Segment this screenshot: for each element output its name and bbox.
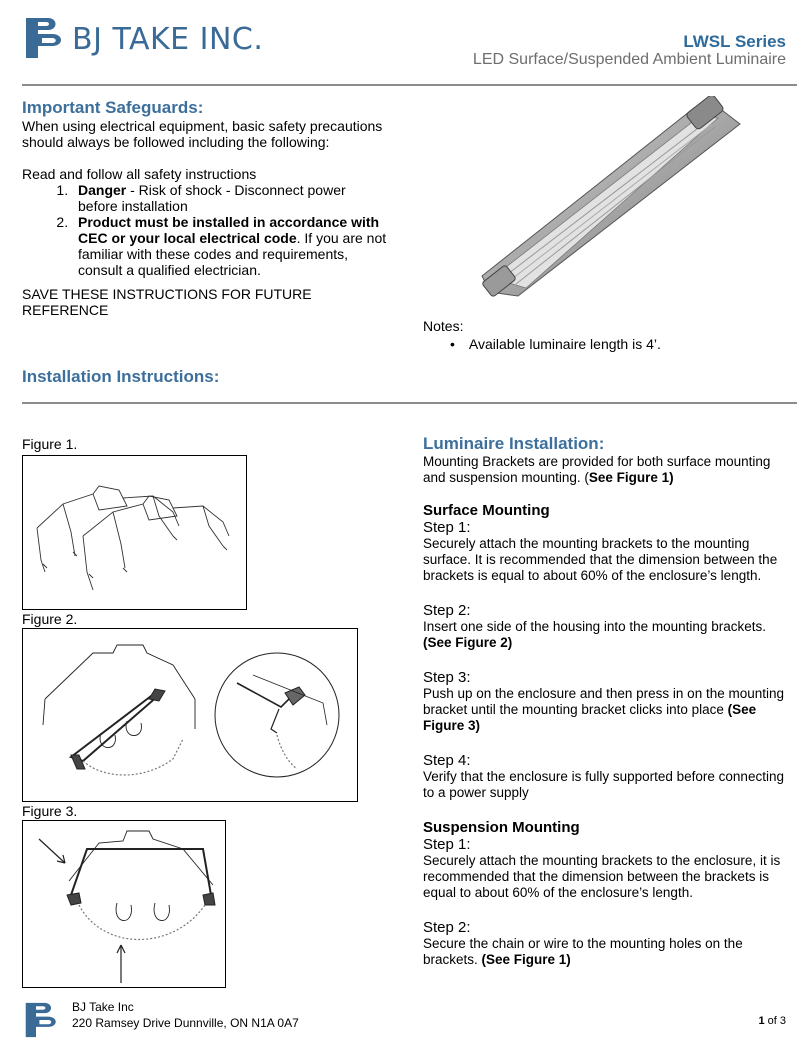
footer-company: BJ Take Inc — [72, 1000, 134, 1014]
danger-label: Danger — [78, 182, 127, 198]
footer-address: 220 Ramsey Drive Dunnville, ON N1A 0A7 — [72, 1016, 299, 1030]
safeguards-section — [22, 98, 387, 318]
page-total: 3 — [779, 1015, 786, 1027]
bracket-click-drawing — [23, 821, 225, 987]
company-name: BJ TAKE INC. — [72, 22, 264, 57]
surface-step-2-body: Insert one side of the housing into the mounting brackets. — [423, 619, 766, 634]
luminaire-title: Luminaire Installation: — [423, 434, 605, 453]
surface-step-4-label: Step 4: — [423, 752, 471, 769]
save-instructions: SAVE THESE INSTRUCTIONS FOR FUTURE REFERENCE — [22, 286, 312, 318]
luminaire-intro-text: Mounting Brackets are provided for both surface mounting and suspension mounting. ( — [423, 454, 771, 485]
figure-1 — [22, 455, 247, 610]
bj-logo-icon — [24, 16, 66, 60]
page-current: 1 — [758, 1015, 765, 1027]
surface-step-3-ref: (See Figure 3) — [423, 702, 757, 733]
figure-1-label: Figure 1. — [22, 436, 78, 452]
product-subtitle: LED Surface/Suspended Ambient Luminaire — [472, 51, 786, 68]
bullet-icon: • — [450, 336, 455, 352]
surface-step-2-label: Step 2: — [423, 602, 471, 619]
header-rule — [22, 84, 797, 86]
suspension-mounting-title: Suspension Mounting — [423, 819, 580, 836]
company-logo — [24, 16, 66, 60]
surface-step-2-ref: (See Figure 2) — [423, 635, 513, 650]
installation-rule — [22, 402, 797, 404]
luminaire-intro — [423, 454, 793, 486]
surface-step-3-text — [423, 686, 793, 734]
luminaire-photo — [478, 96, 748, 298]
surface-step-1-text: Securely attach the mounting brackets to the mounting surface. It is recommended that the dimension between the brackets is equal to about 60% of the enclosure’s length. — [423, 536, 778, 583]
figure-3 — [22, 820, 226, 988]
bj-footer-logo-icon — [24, 1000, 60, 1040]
surface-step-1-label: Step 1: — [423, 519, 471, 536]
luminaire-installation — [423, 434, 793, 968]
suspension-step-2-text — [423, 936, 793, 968]
read-follow: Read and follow all safety instructions — [22, 166, 257, 182]
surface-step-3-body: Push up on the enclosure and then press in on the mounting bracket until the mounting bracket clicks into place — [423, 686, 784, 717]
figure-3-label: Figure 3. — [22, 803, 78, 819]
safety-item-2-text: . If you are not familiar with these codes and requirements, consult a qualified electrician. — [78, 230, 387, 278]
housing-insertion-drawing — [23, 629, 357, 801]
safety-list — [22, 182, 387, 278]
series-title: LWSL Series — [683, 32, 786, 51]
surface-step-4-text: Verify that the enclosure is fully supported before connecting to a power supply — [423, 769, 784, 800]
notes-label: Notes: — [423, 318, 464, 334]
surface-step-3-label: Step 3: — [423, 669, 471, 686]
suspension-step-1-label: Step 1: — [423, 836, 471, 853]
safeguards-intro: When using electrical equipment, basic safety precautions should always be followed including the following: — [22, 118, 383, 150]
safety-item-1 — [72, 182, 387, 214]
page-of: of — [764, 1015, 780, 1027]
luminaire-image — [478, 96, 748, 298]
figure-2-label: Figure 2. — [22, 611, 78, 627]
installation-title: Installation Instructions: — [22, 367, 220, 386]
notes-item-text: Available luminaire length is 4’. — [468, 336, 661, 352]
suspension-step-2-ref: (See Figure 1) — [481, 952, 571, 967]
suspension-step-1-text: Securely attach the mounting brackets to the enclosure, it is recommended that the dimension between the brackets is equal to about 60% of the enclosure’s length. — [423, 853, 781, 900]
code-requirement: Product must be installed in accordance with CEC or your local electrical code — [78, 214, 380, 246]
notes-item — [450, 336, 661, 352]
surface-mounting-title: Surface Mounting — [423, 502, 550, 519]
page-number — [758, 1015, 786, 1027]
mounting-brackets-drawing — [23, 456, 246, 609]
footer-logo — [24, 1000, 60, 1040]
figure-2 — [22, 628, 358, 802]
luminaire-intro-ref: See Figure 1) — [588, 470, 674, 485]
suspension-step-2-label: Step 2: — [423, 919, 471, 936]
safeguards-body — [22, 118, 387, 318]
safety-item-1-text: - Risk of shock - Disconnect power before installation — [78, 182, 346, 214]
suspension-step-2-body: Secure the chain or wire to the mounting holes on the brackets. — [423, 936, 743, 967]
safeguards-title: Important Safeguards: — [22, 98, 204, 117]
surface-step-2-text — [423, 619, 793, 651]
safety-item-2 — [72, 214, 387, 278]
